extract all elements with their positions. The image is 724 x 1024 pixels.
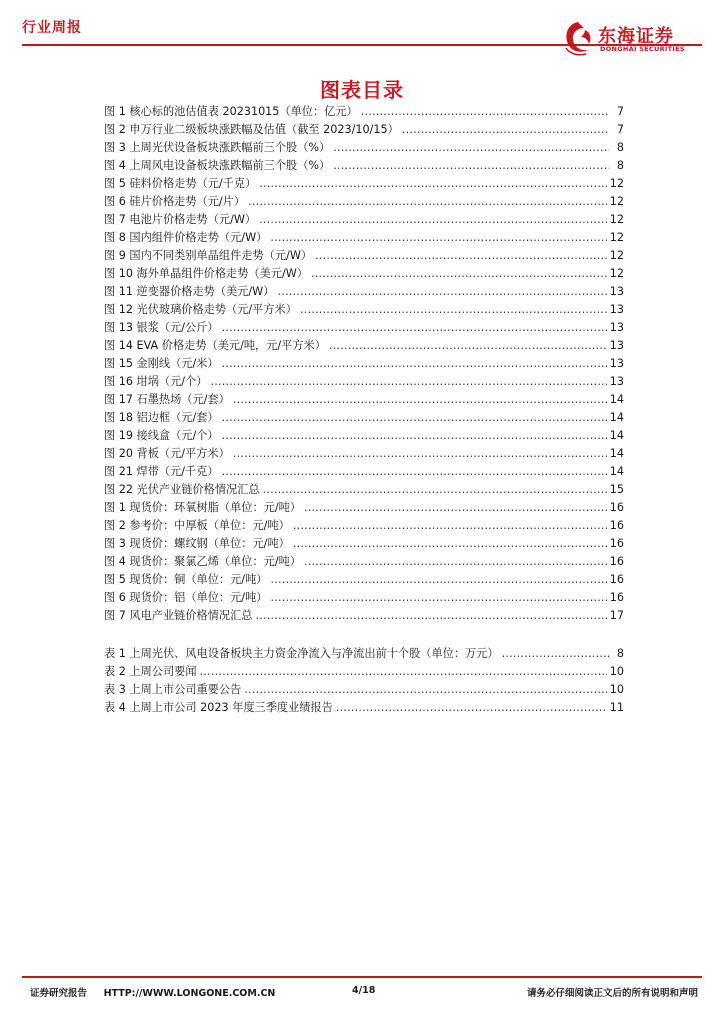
toc-figure-entry[interactable] bbox=[104, 481, 624, 499]
toc-figure-entry[interactable] bbox=[104, 265, 624, 283]
toc-figure-entry[interactable] bbox=[104, 427, 624, 445]
toc-entry-page: 12 bbox=[609, 177, 624, 190]
toc-entry-label: 图 11 逆变器价格走势（美元/W） bbox=[104, 285, 275, 298]
toc-entry-page: 14 bbox=[609, 465, 624, 478]
toc-entry-label: 图 1 核心标的池估值表 20231015（单位：亿元） bbox=[104, 105, 358, 118]
toc-figure-entry[interactable] bbox=[104, 283, 624, 301]
toc-entry-label: 图 3 现货价：螺纹钢（单位：元/吨） bbox=[104, 537, 290, 550]
toc-entry-page: 13 bbox=[609, 357, 624, 370]
toc-entry-label: 图 22 光伏产业链价格情况汇总 bbox=[104, 483, 260, 496]
footer-disclaimer: 请务必仔细阅读正文后的所有说明和声明 bbox=[526, 988, 698, 999]
toc-entry-label: 图 4 上周风电设备板块涨跌幅前三个股（%） bbox=[104, 159, 331, 172]
toc-leader-dots bbox=[233, 445, 607, 463]
toc-entry-page: 12 bbox=[609, 231, 624, 244]
toc-leader-dots bbox=[293, 517, 607, 535]
toc-figure-entry[interactable] bbox=[104, 373, 624, 391]
toc-leader-dots bbox=[222, 355, 607, 373]
toc-figure-entry[interactable] bbox=[104, 229, 624, 247]
toc-figure-entry[interactable] bbox=[104, 535, 624, 553]
toc-leader-dots bbox=[222, 319, 607, 337]
toc-entry-label: 图 13 银浆（元/公斤） bbox=[104, 321, 219, 334]
toc-figure-entry[interactable] bbox=[104, 175, 624, 193]
toc-figure-entry[interactable] bbox=[104, 607, 624, 625]
toc-leader-dots bbox=[200, 663, 607, 681]
toc-leader-dots bbox=[263, 481, 607, 499]
toc-entry-label: 图 20 背板（元/平方米） bbox=[104, 447, 230, 460]
toc-leader-dots bbox=[270, 589, 606, 607]
toc-leader-dots bbox=[277, 283, 606, 301]
toc-entry-page: 8 bbox=[616, 159, 624, 172]
toc-table-entry[interactable] bbox=[104, 663, 624, 681]
toc-leader-dots bbox=[270, 229, 606, 247]
toc-entry-page: 8 bbox=[616, 647, 624, 660]
dragon-logo-icon bbox=[558, 18, 598, 58]
toc-entry-label: 图 15 金刚线（元/米） bbox=[104, 357, 219, 370]
toc-entry-label: 表 3 上周上市公司重要公告 bbox=[104, 683, 242, 696]
toc-figure-entry[interactable] bbox=[104, 157, 624, 175]
toc-entry-label: 图 8 国内组件价格走势（元/W） bbox=[104, 231, 268, 244]
toc-figure-entry[interactable] bbox=[104, 139, 624, 157]
toc-entry-label: 图 9 国内不同类别单晶组件走势（元/W） bbox=[104, 249, 313, 262]
toc-title: 图表目录 bbox=[320, 78, 404, 102]
toc-entry-page: 13 bbox=[609, 303, 624, 316]
toc-entry-page: 10 bbox=[609, 683, 624, 696]
toc-figure-entry[interactable] bbox=[104, 355, 624, 373]
toc-figure-entry[interactable] bbox=[104, 517, 624, 535]
toc-leader-dots bbox=[222, 409, 607, 427]
toc-figure-entry[interactable] bbox=[104, 247, 624, 265]
toc-entry-label: 图 1 现货价：环氧树脂（单位：元/吨） bbox=[104, 501, 302, 514]
footer-page-indicator: 4/18 bbox=[352, 985, 376, 996]
toc-entry-label: 图 21 焊带（元/千克） bbox=[104, 465, 219, 478]
toc-entry-page: 16 bbox=[609, 537, 624, 550]
toc-entry-label: 图 6 硅片价格走势（元/片） bbox=[104, 195, 246, 208]
toc-figure-entry[interactable] bbox=[104, 193, 624, 211]
toc-leader-dots bbox=[293, 535, 607, 553]
logo-text-en: DONGHAI SECURITIES bbox=[600, 45, 685, 53]
toc-leader-dots bbox=[329, 337, 607, 355]
toc-entry-page: 13 bbox=[609, 375, 624, 388]
toc-figure-entry[interactable] bbox=[104, 553, 624, 571]
toc-leader-dots bbox=[270, 571, 606, 589]
toc-leader-dots bbox=[333, 139, 609, 157]
toc-leader-dots bbox=[311, 265, 607, 283]
toc-entry-label: 图 7 电池片价格走势（元/W） bbox=[104, 213, 257, 226]
footer-rule bbox=[22, 976, 702, 978]
toc-entry-label: 图 5 现货价：铜（单位：元/吨） bbox=[104, 573, 268, 586]
toc-entry-label: 图 4 现货价：聚氯乙烯（单位：元/吨） bbox=[104, 555, 302, 568]
toc-entry-page: 16 bbox=[609, 519, 624, 532]
toc-figure-entry[interactable] bbox=[104, 301, 624, 319]
footer-url[interactable]: HTTP://WWW.LONGONE.COM.CN bbox=[103, 988, 276, 999]
figure-list bbox=[104, 103, 624, 625]
toc-entry-label: 表 4 上周上市公司 2023 年度三季度业绩报告 bbox=[104, 701, 333, 714]
toc-entry-label: 图 12 光伏玻璃价格走势（元/平方米） bbox=[104, 303, 297, 316]
table-list bbox=[104, 645, 624, 717]
toc-leader-dots bbox=[361, 103, 609, 121]
toc-entry-page: 16 bbox=[609, 573, 624, 586]
section-tag: 行业周报 bbox=[22, 20, 82, 36]
toc-entry-label: 图 18 铝边框（元/套） bbox=[104, 411, 219, 424]
toc-figure-entry[interactable] bbox=[104, 211, 624, 229]
toc-leader-dots bbox=[336, 699, 607, 717]
toc-entry-label: 图 16 坩埚（元/个） bbox=[104, 375, 208, 388]
toc-entry-page: 16 bbox=[609, 501, 624, 514]
toc-figure-entry[interactable] bbox=[104, 409, 624, 427]
toc-leader-dots bbox=[502, 645, 609, 663]
toc-leader-dots bbox=[304, 553, 607, 571]
toc-entry-page: 14 bbox=[609, 447, 624, 460]
footer-report-type-text: 证券研究报告 bbox=[30, 988, 88, 999]
company-logo bbox=[558, 18, 704, 58]
toc-entry-label: 图 19 接线盒（元/个） bbox=[104, 429, 219, 442]
toc-entry-page: 11 bbox=[609, 701, 624, 714]
toc-table-entry[interactable] bbox=[104, 699, 624, 717]
toc-table-entry[interactable] bbox=[104, 681, 624, 699]
toc-leader-dots bbox=[222, 463, 607, 481]
toc-figure-entry[interactable] bbox=[104, 391, 624, 409]
toc-entry-label: 图 7 风电产业链价格情况汇总 bbox=[104, 609, 253, 622]
toc-entry-page: 13 bbox=[609, 339, 624, 352]
toc-leader-dots bbox=[255, 607, 606, 625]
toc-entry-page: 12 bbox=[609, 195, 624, 208]
toc-figure-entry[interactable] bbox=[104, 337, 624, 355]
toc-entry-page: 12 bbox=[609, 213, 624, 226]
toc-leader-dots bbox=[333, 157, 609, 175]
toc-figure-entry[interactable] bbox=[104, 121, 624, 139]
toc-entry-page: 7 bbox=[616, 123, 624, 136]
toc-entry-page: 13 bbox=[609, 285, 624, 298]
toc-entry-page: 16 bbox=[609, 555, 624, 568]
toc-leader-dots bbox=[244, 681, 606, 699]
toc-entry-page: 14 bbox=[609, 411, 624, 424]
toc-entry-label: 图 10 海外单晶组件价格走势（美元/W） bbox=[104, 267, 308, 280]
toc-figure-entry[interactable] bbox=[104, 571, 624, 589]
toc-entry-page: 7 bbox=[616, 105, 624, 118]
toc-entry-label: 图 2 参考价：中厚板（单位：元/吨） bbox=[104, 519, 290, 532]
toc-leader-dots bbox=[259, 175, 606, 193]
toc-leader-dots bbox=[402, 121, 609, 139]
toc-entry-page: 16 bbox=[609, 591, 624, 604]
toc-entry-page: 17 bbox=[609, 609, 624, 622]
toc-figure-entry[interactable] bbox=[104, 103, 624, 121]
toc-leader-dots bbox=[233, 391, 607, 409]
toc-figure-entry[interactable] bbox=[104, 589, 624, 607]
toc-leader-dots bbox=[210, 373, 606, 391]
toc-entry-page: 12 bbox=[609, 249, 624, 262]
toc-entry-label: 图 6 现货价：铝（单位：元/吨） bbox=[104, 591, 268, 604]
toc-entry-page: 14 bbox=[609, 393, 624, 406]
toc-entry-page: 8 bbox=[616, 141, 624, 154]
toc-entry-page: 12 bbox=[609, 267, 624, 280]
toc-entry-label: 图 3 上周光伏设备板块涨跌幅前三个股（%） bbox=[104, 141, 331, 154]
toc-entry-label: 图 17 石墨热场（元/套） bbox=[104, 393, 230, 406]
toc-figure-entry[interactable] bbox=[104, 319, 624, 337]
toc-entry-label: 表 1 上周光伏、风电设备板块主力资金净流入与净流出前十个股（单位：万元） bbox=[104, 647, 499, 660]
toc-entry-page: 14 bbox=[609, 429, 624, 442]
toc-figure-entry[interactable] bbox=[104, 463, 624, 481]
toc-figure-entry[interactable] bbox=[104, 445, 624, 463]
toc-leader-dots bbox=[222, 427, 607, 445]
toc-leader-dots bbox=[259, 211, 607, 229]
footer-report-type bbox=[30, 985, 275, 999]
toc-leader-dots bbox=[315, 247, 607, 265]
toc-leader-dots bbox=[300, 301, 607, 319]
toc-figure-entry[interactable] bbox=[104, 499, 624, 517]
toc-entry-page: 13 bbox=[609, 321, 624, 334]
toc-leader-dots bbox=[248, 193, 607, 211]
logo-text-cn: 东海证券 bbox=[598, 26, 674, 47]
toc-entry-label: 表 2 上周公司要闻 bbox=[104, 665, 197, 678]
toc-entry-page: 10 bbox=[609, 665, 624, 678]
toc-table-entry[interactable] bbox=[104, 645, 624, 663]
toc-leader-dots bbox=[304, 499, 607, 517]
toc-entry-label: 图 14 EVA 价格走势（美元/吨，元/平方米） bbox=[104, 339, 326, 352]
toc-entry-label: 图 5 硅料价格走势（元/千克） bbox=[104, 177, 257, 190]
toc-entry-label: 图 2 申万行业二级板块涨跌幅及估值（截至 2023/10/15） bbox=[104, 123, 399, 136]
toc-entry-page: 15 bbox=[609, 483, 624, 496]
